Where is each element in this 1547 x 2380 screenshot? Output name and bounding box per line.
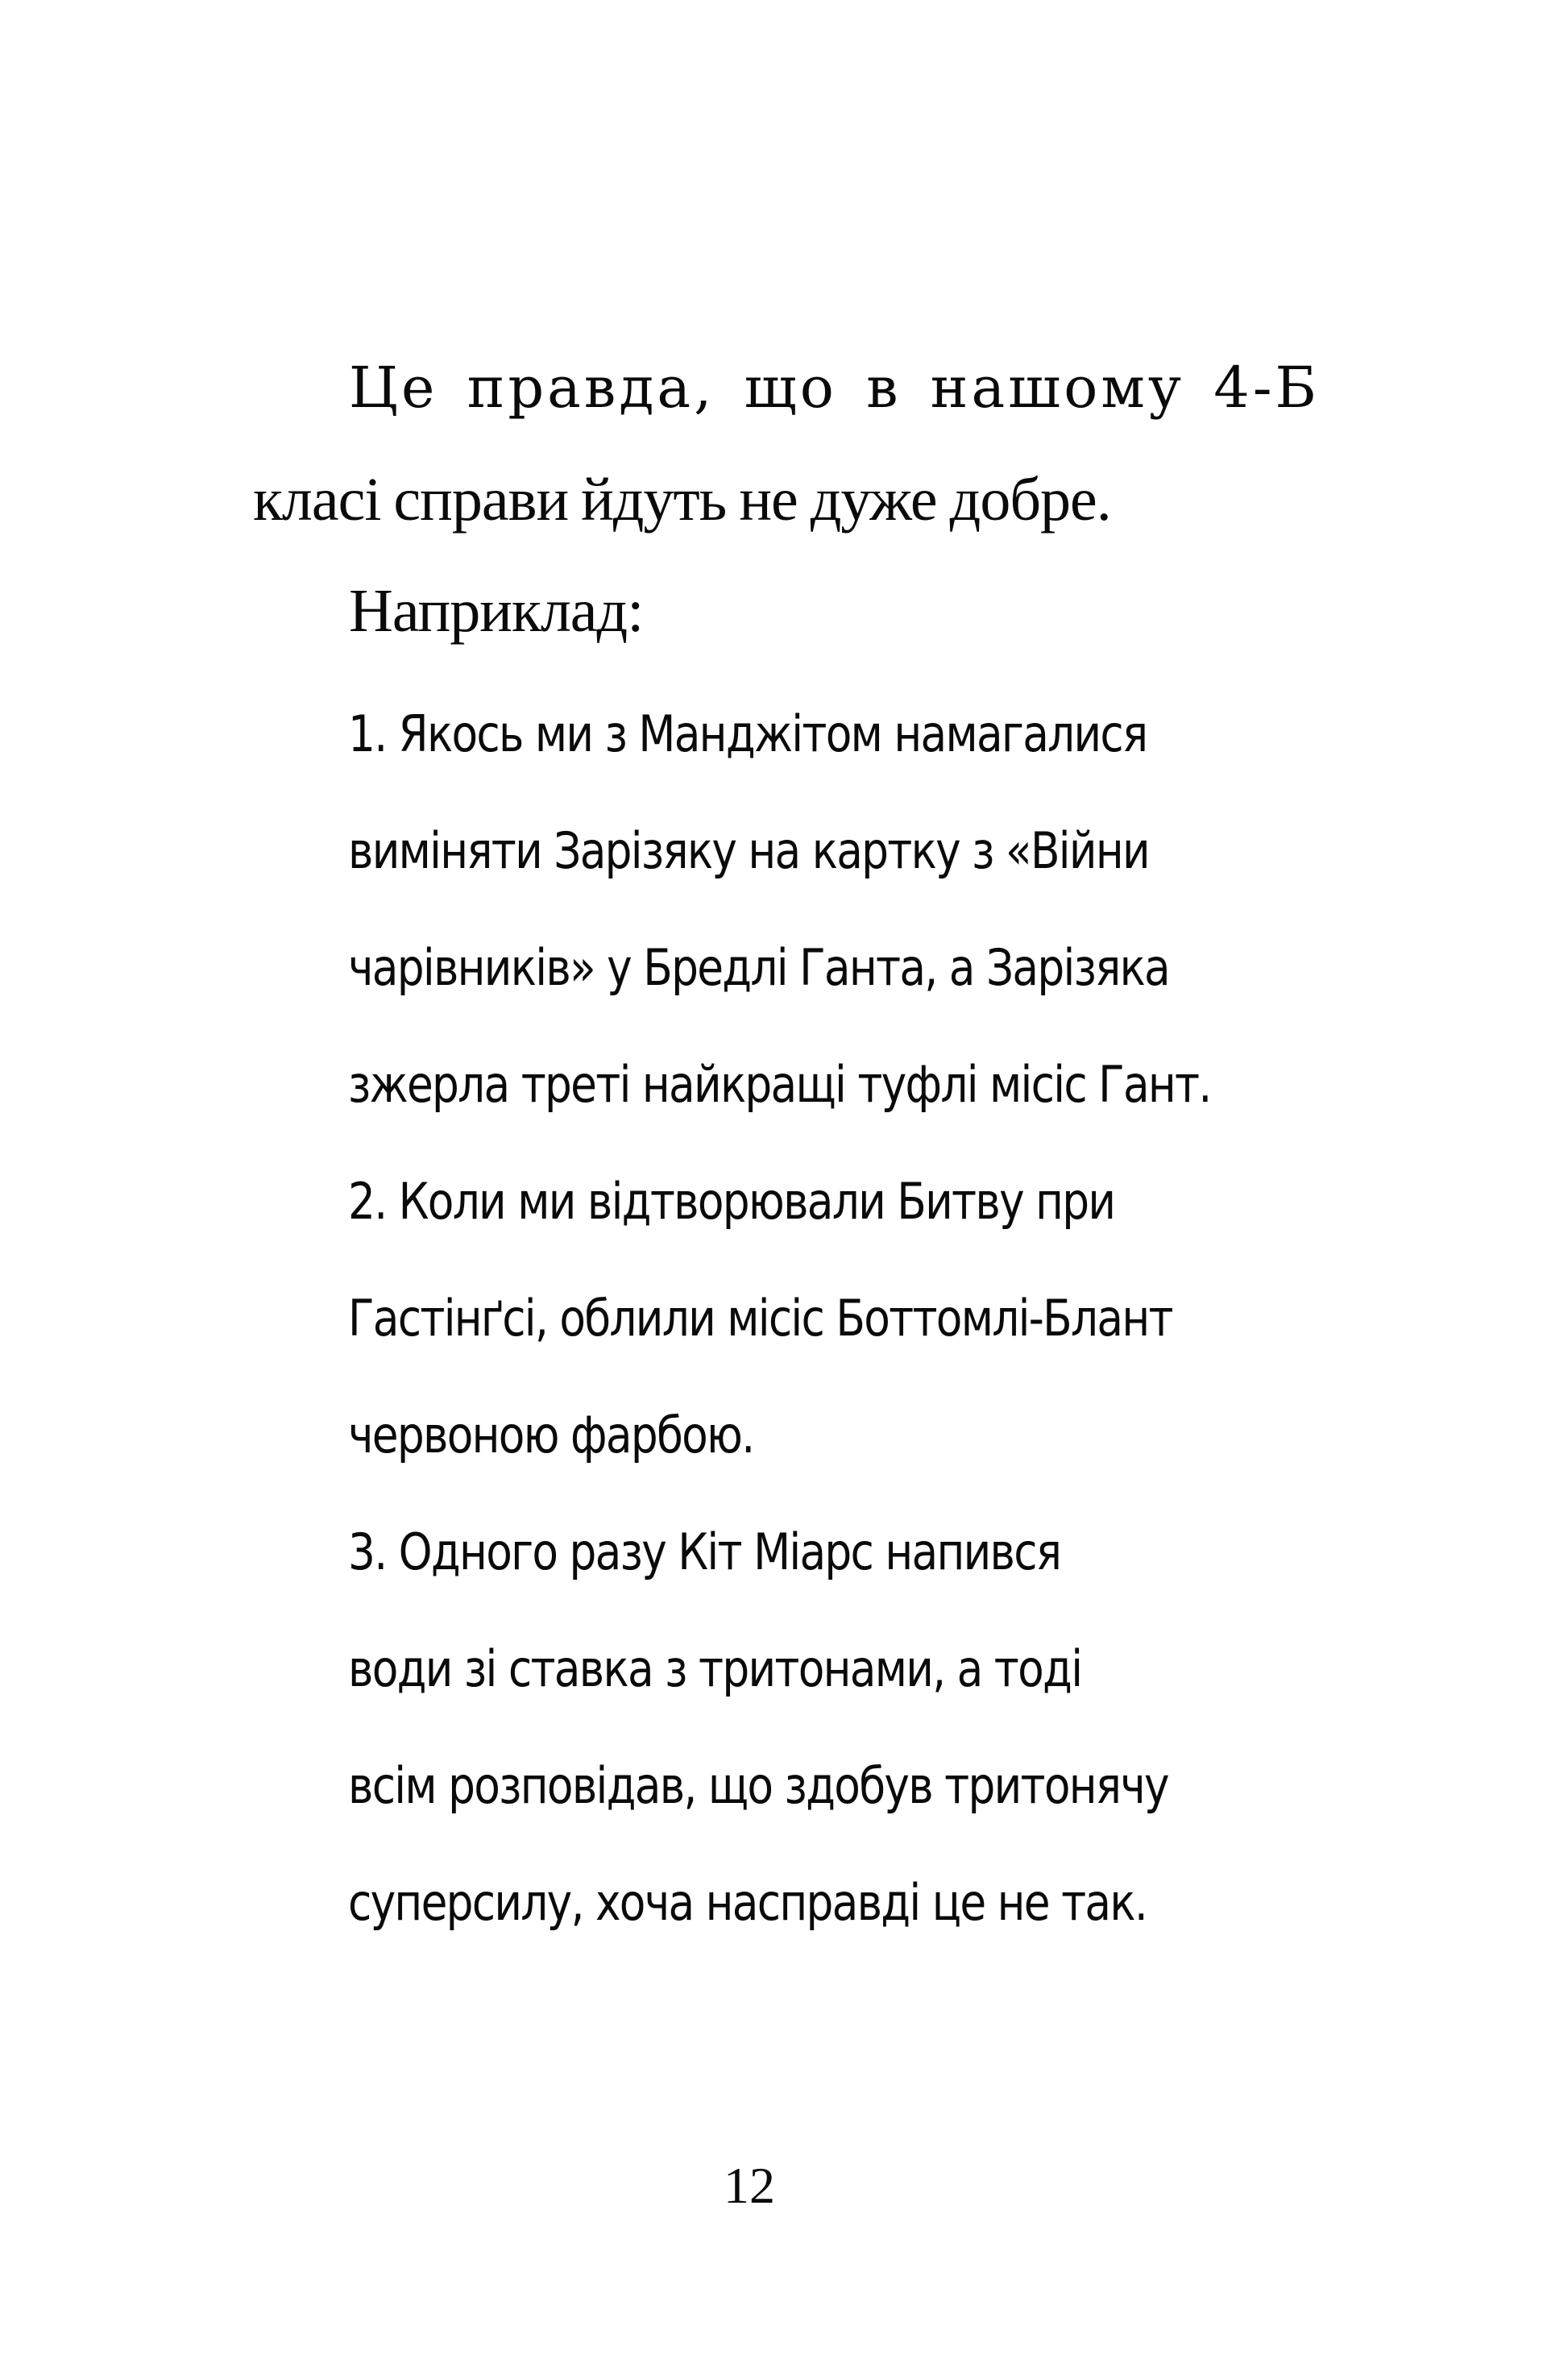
- list-item-1-line-2: виміняти Зарізяку на картку з «Війни: [348, 821, 1149, 880]
- list-item-3-line-1: 3. Одного разу Кіт Міарс напився: [348, 1522, 1061, 1581]
- list-item-3-line-3: всім розповідав, що здобув тритонячу: [348, 1756, 1168, 1815]
- list-item-2-line-3: червоною фарбою.: [348, 1406, 754, 1464]
- list-item-3-line-4: суперсилу, хоча насправді це не так.: [348, 1873, 1147, 1932]
- list-item-2-line-1: 2. Коли ми відтворювали Битву при: [348, 1172, 1115, 1231]
- intro-line-2: класі справи йдуть не дуже добре.: [253, 466, 1111, 534]
- list-item-3-line-2: води зі ставка з тритонами, а тоді: [348, 1639, 1082, 1698]
- page-number: 12: [724, 2157, 775, 2214]
- intro-line-1: Це правда, що в нашому 4-Б: [349, 355, 1320, 421]
- list-item-1-line-4: зжерла треті найкращі туфлі місіс Гант.: [348, 1055, 1211, 1114]
- intro-line-3: Наприклад:: [349, 577, 644, 645]
- list-item-1-line-1: 1. Якось ми з Манджітом намагалися: [348, 704, 1147, 763]
- list-item-2-line-2: Гастінґсі, облили місіс Боттомлі-Блант: [348, 1289, 1172, 1348]
- list-item-1-line-3: чарівників» у Бредлі Ганта, а Зарізяка: [348, 938, 1170, 997]
